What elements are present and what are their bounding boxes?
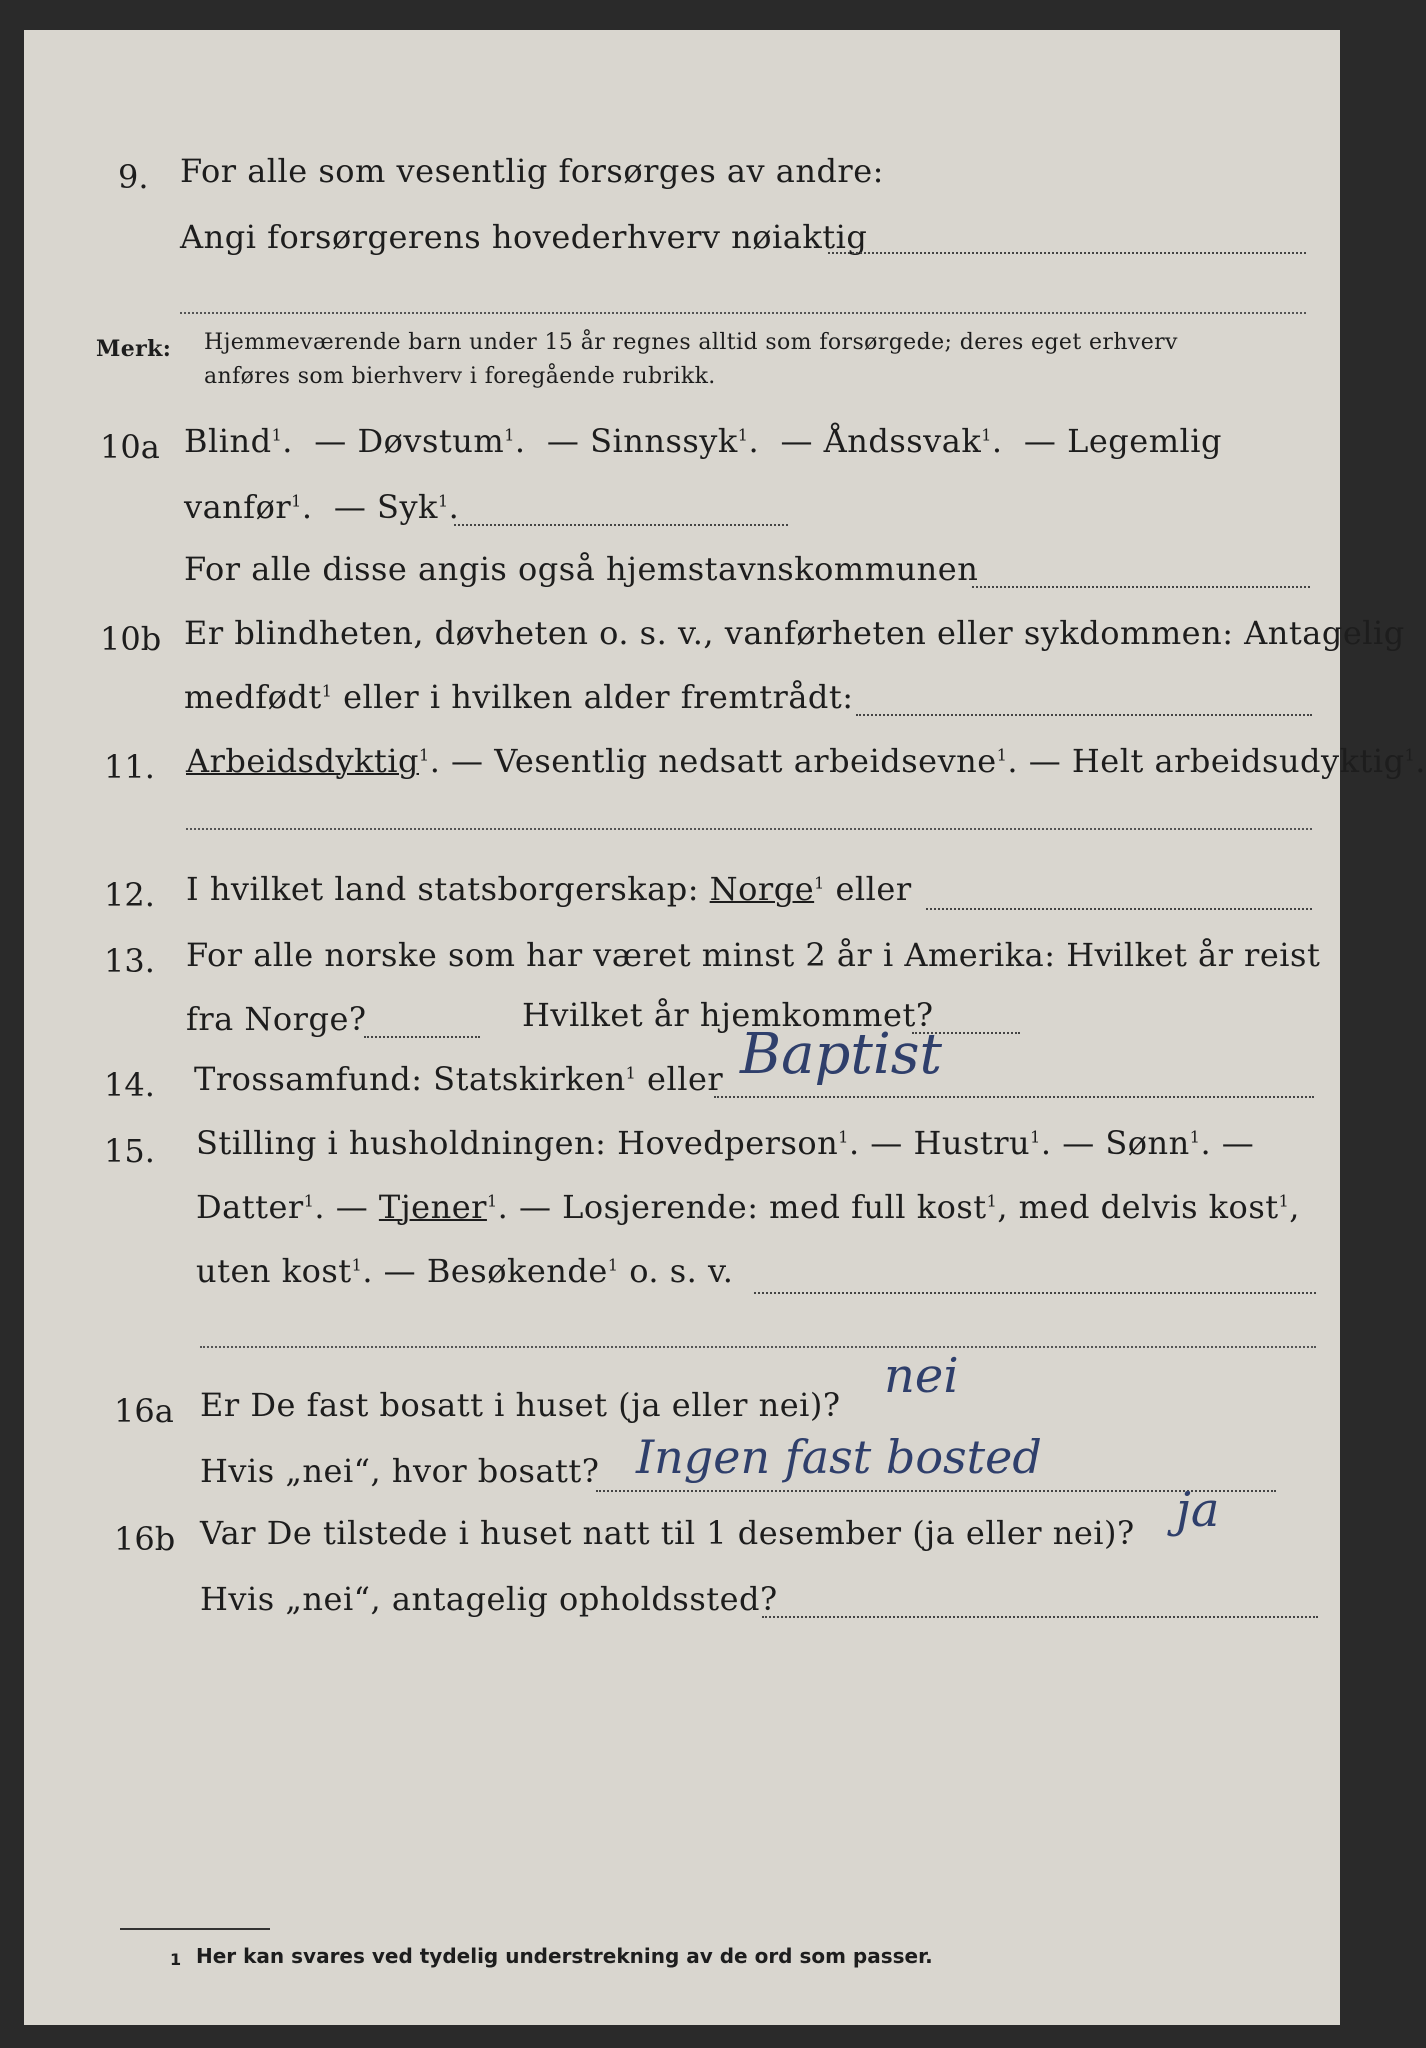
q15-line2: Datter$^1$. — Tjener$^1$. — Losjerende: med full kost$^1$, med delvis kost$^1$, (196, 1188, 1300, 1226)
footnote-rule (120, 1928, 270, 1930)
question-number-11: 11. (104, 748, 155, 786)
q16a-line2: Hvis „nei“, hvor bosatt? (200, 1452, 600, 1490)
q10b-line1: Er blindheten, døvheten o. s. v., vanførheten eller sykdommen: Antagelig (184, 614, 1405, 652)
q9-line1: For alle som vesentlig forsørges av andre: (180, 152, 884, 190)
handwritten-bosatt-where: Ingen fast bosted (636, 1430, 1042, 1484)
footnote-mark: 1 (170, 1950, 182, 1969)
q16a-line1: Er De fast bosatt i huset (ja eller nei)? (200, 1386, 841, 1424)
q15-answer-line (754, 1292, 1316, 1294)
q10a-line2: vanfør$^1$. — Syk$^1$. (184, 488, 460, 526)
q11-line1: Arbeidsdyktig$^1$. — Vesentlig nedsatt arbeidsevne$^1$. — Helt arbeidsudyktig$^1$. (186, 742, 1426, 780)
question-number-13: 13. (104, 942, 155, 980)
q10b-answer-line (856, 714, 1312, 716)
option-dovstum: — Døvstum (314, 422, 505, 460)
q16b-answer-line (762, 1616, 1318, 1618)
question-number-9: 9. (118, 158, 149, 196)
option-legemlig: — Legemlig (1023, 422, 1222, 460)
q12-line: I hvilket land statsborgerskap: Norge$^1$ eller (186, 870, 912, 908)
question-number-10a: 10a (100, 428, 160, 466)
handwritten-tilstede-answer: ja (1176, 1482, 1220, 1538)
q16a-answer-line (596, 1490, 1276, 1492)
q13-line1: For alle norske som har været minst 2 år i Amerika: Hvilket år reist (186, 936, 1321, 974)
q10a-line1: Blind$^1$. — Døvstum$^1$. — Sinnssyk$^1$. — Åndssvak$^1$. — Legemlig (184, 422, 1222, 460)
q15-line1: Stilling i husholdningen: Hovedperson$^1$. — Hustru$^1$. — Sønn$^1$. — (196, 1124, 1255, 1162)
q16b-line2: Hvis „nei“, antagelig opholdssted? (200, 1580, 778, 1618)
question-number-10b: 10b (100, 620, 162, 658)
option-medfodt: medfødt (184, 678, 322, 716)
q9-line2: Angi forsørgerens hovederhverv nøiaktig (180, 218, 868, 256)
merk-line1: Hjemmeværende barn under 15 år regnes alltid som forsørgede; deres eget erhverv (204, 330, 1178, 355)
footnote-text: Her kan svares ved tydelig understrekning av de ord som passer. (196, 1944, 933, 1968)
q15-line3: uten kost$^1$. — Besøkende$^1$ o. s. v. (196, 1252, 734, 1290)
option-andssvak: — Åndssvak (780, 422, 982, 460)
q14-line: Trossamfund: Statskirken$^1$ eller (194, 1060, 724, 1098)
q11-extra-line (186, 828, 1312, 830)
question-number-16a: 16a (114, 1392, 174, 1430)
q10a-hjemstavn-line (972, 586, 1310, 588)
option-syk: — Syk (333, 488, 438, 526)
option-arbeidsdyktig-underlined: Arbeidsdyktig (186, 742, 419, 780)
option-vanfor: vanfør (184, 488, 292, 526)
q9-answer-line (828, 252, 1306, 254)
question-number-14: 14. (104, 1066, 155, 1104)
question-number-15: 15. (104, 1132, 155, 1170)
q15-extra-line (200, 1346, 1316, 1348)
question-number-12: 12. (104, 876, 155, 914)
q13-line2b: Hvilket år hjemkommet? (522, 996, 934, 1034)
handwritten-trossamfund: Baptist (740, 1022, 943, 1087)
option-sinnssyk: — Sinnssyk (546, 422, 738, 460)
q13-line2a: fra Norge? (186, 1000, 367, 1038)
merk-label: Merk: (96, 336, 172, 362)
q16b-line1: Var De tilstede i huset natt til 1 desember (ja eller nei)? (200, 1514, 1135, 1552)
question-number-16b: 16b (114, 1520, 176, 1558)
census-form-page (24, 30, 1426, 2025)
q10b-line2: medfødt$^1$ eller i hvilken alder fremtrådt: (184, 678, 854, 716)
option-tjener-underlined: Tjener (378, 1188, 487, 1226)
q10a-answer-line (454, 524, 788, 526)
q14-answer-line (714, 1096, 1314, 1098)
option-blind: Blind (184, 422, 272, 460)
merk-line2: anføres som bierhverv i foregående rubrikk. (204, 364, 716, 389)
handwritten-bosatt-answer: nei (884, 1348, 959, 1404)
q12-answer-line (926, 908, 1312, 910)
q10a-line3: For alle disse angis også hjemstavnskommunen (184, 550, 979, 588)
q13-reist-line (364, 1036, 480, 1038)
option-norge-underlined: Norge (709, 870, 815, 908)
q9-extra-line (180, 312, 1306, 314)
